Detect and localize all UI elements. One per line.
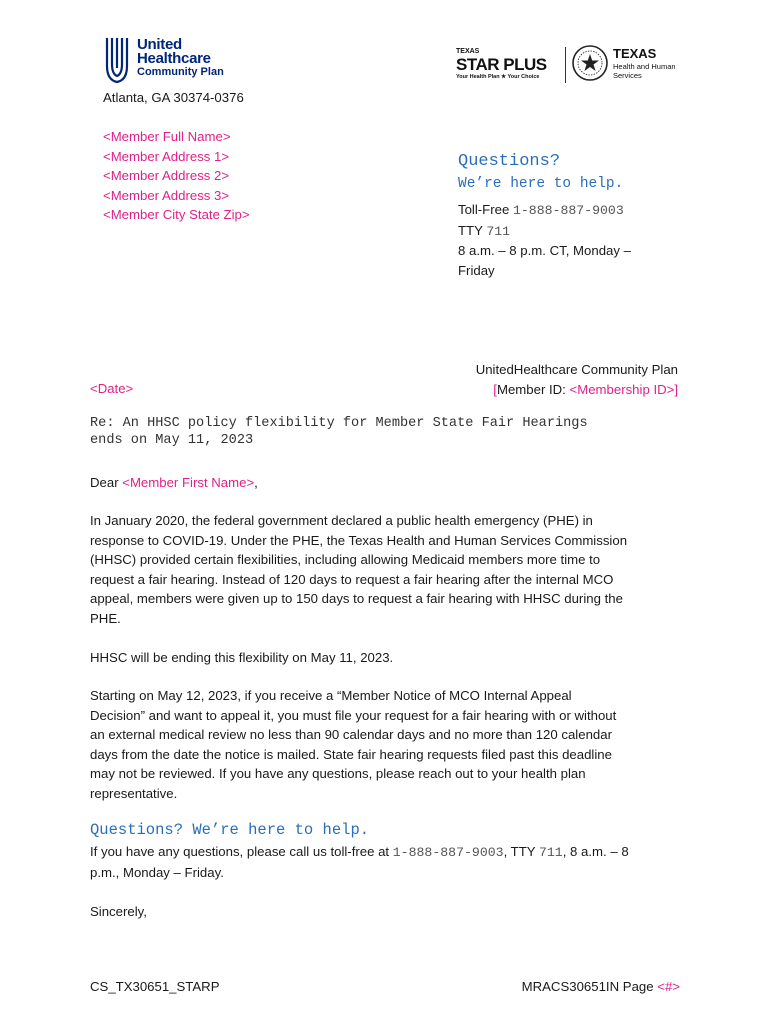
return-address: Atlanta, GA 30374-0376 [103,90,244,105]
star-plus-logo [456,48,564,84]
body-p1-line: request a fair hearing. Instead of 120 days to request a fair hearing after the internal MCO [90,571,614,587]
tollfree-label: Toll-Free [458,202,510,217]
contact-box [458,152,688,280]
tollfree-number: 1-888-887-9003 [512,203,624,218]
closing-tty-number: 711 [538,845,563,860]
contact-hours-line2: Friday [458,262,495,278]
body-p3-line: days from the date the notice is mailed. State fair hearing requests filed past this deadline [90,746,612,762]
signoff: Sincerely, [90,904,147,919]
body-p3-line: an external medical review no less than 90 calendar days and no more than 120 calendar [90,727,612,742]
footer-page-placeholder: <#> [657,979,680,994]
unitedhealthcare-logo [103,36,233,86]
member-id-close-bracket: ] [674,381,678,397]
body-p3-line: Starting on May 12, 2023, if you receive a “Member Notice of MCO Internal Appeal [90,688,572,703]
salutation-suffix: , [254,475,258,490]
recipient-address2: <Member Address 2> [103,168,230,183]
hhs-logo-line3: Services [613,71,642,80]
letter-date: <Date> [90,381,134,396]
uhc-logo-line2: Healthcare [137,50,211,67]
logo-divider [565,47,566,83]
uhc-mark-icon [103,36,131,84]
starplus-logo-top: TEXAS [456,48,480,55]
starplus-logo-tagline: Your Health Plan ★ Your Choice [456,74,540,80]
body-p3-line: Decision” and want to appeal it, you must file your request for a fair hearing with or without [90,707,617,723]
texas-seal-icon [571,44,609,82]
salutation [90,473,258,493]
closing-questions-heading: Questions? We’re here to help. [90,821,370,839]
contact-tty-line [458,221,688,242]
closing-line1-prefix: If you have any questions, please call us toll-free at [90,844,393,859]
plan-name: UnitedHealthcare Community Plan [475,362,678,377]
hhs-logo-line1: TEXAS [613,46,657,61]
contact-subheading: We’re here to help. [458,176,624,192]
recipient-name: <Member Full Name> [103,129,231,144]
closing-tollfree-number: 1-888-887-9003 [392,845,504,860]
member-id-open-bracket: [ [493,381,497,397]
member-id-line [400,380,678,400]
body-paragraph-2: HHSC will be ending this flexibility on May 11, 2023. [90,650,394,665]
contact-heading: Questions? [458,152,561,171]
footer-left-code: CS_TX30651_STARP [90,979,220,994]
closing-line1 [90,842,690,863]
recipient-address1: <Member Address 1> [103,148,230,164]
subject-line1: Re: An HHSC policy flexibility for Member State Fair Hearings [90,416,588,431]
tty-label: TTY [458,222,483,238]
closing-tty-prefix: , TTY [503,844,539,859]
contact-tollfree-line [458,200,688,221]
uhc-logo-line3: Community Plan [137,66,224,78]
body-p1-line: (HHSC) provided certain flexibilities, including allowing Medicaid members more time to [90,552,601,567]
body-p3-line: representative. [90,785,178,801]
member-id-value: <Membership ID> [569,381,675,397]
body-paragraph-3 [90,686,690,803]
closing-line1-suffix: , 8 a.m. – 8 [562,844,629,859]
subject-line [90,415,588,449]
hhs-logo-line2: Health and Human [613,62,676,71]
starplus-logo-main: STAR PLUS [456,55,547,74]
plan-block [400,360,678,399]
body-p3-line: may not be reviewed. If you have any questions, please reach out to your health plan [90,766,586,781]
body-p1-line: In January 2020, the federal government declared a public health emergency (PHE) in [90,513,593,528]
contact-hours-line1: 8 a.m. – 8 p.m. CT, Monday – [458,243,631,258]
tty-number: 711 [486,223,511,239]
salutation-name: <Member First Name> [122,475,255,490]
letter-footer [90,978,680,996]
body-p1-line: response to COVID-19. Under the PHE, the Texas Health and Human Services Commission [90,532,628,548]
closing-line2: p.m., Monday – Friday. [90,864,224,880]
footer-right-code: MRACS30651IN Page [521,979,658,994]
recipient-address [103,127,250,225]
recipient-city-state-zip: <Member City State Zip> [103,207,250,222]
body-p1-line: appeal, members were given up to 150 days to request a fair hearing with HHSC during the [90,591,623,606]
body-paragraph-1 [90,511,690,628]
texas-hhs-logo [571,44,691,84]
uhc-logo-line1: United [137,36,182,53]
subject-line2: ends on May 11, 2023 [90,433,254,448]
member-id-label: Member ID: [496,381,570,397]
recipient-address3: <Member Address 3> [103,187,230,203]
salutation-prefix: Dear [90,475,123,490]
footer-right [522,978,680,996]
body-p1-line: PHE. [90,610,121,626]
closing-questions-text [90,842,690,882]
